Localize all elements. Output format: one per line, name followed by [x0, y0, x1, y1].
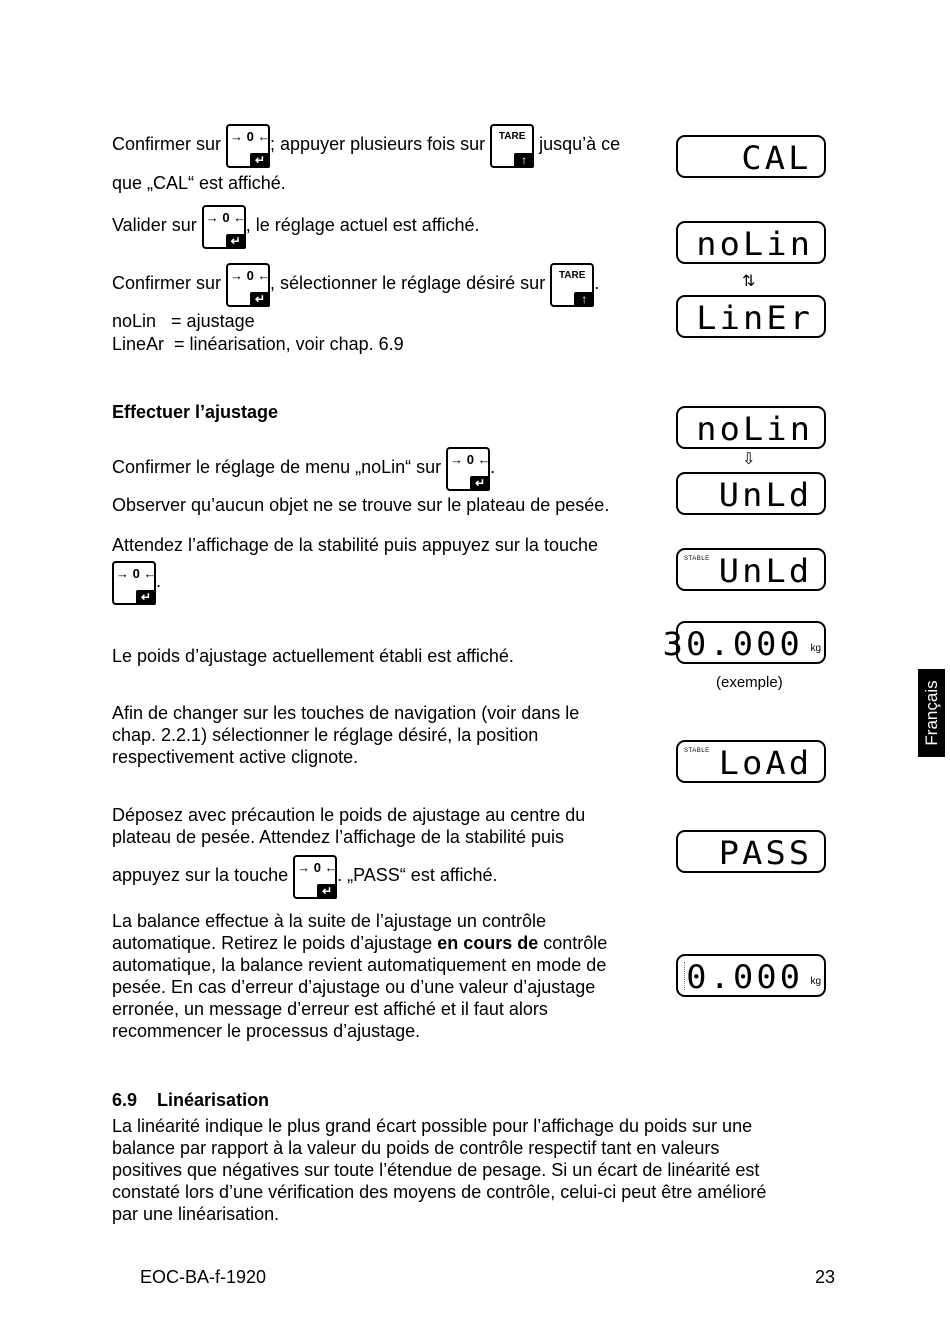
step-current-weight: Le poids d’ajustage actuellement établi est affiché. [112, 646, 514, 666]
enter-arrow-icon: ↵ [250, 292, 270, 307]
up-arrow-icon: ↑ [514, 153, 534, 168]
display-cal-text: CAL [741, 139, 812, 177]
step-validate-text-b: , le réglage actuel est affiché. [245, 215, 480, 235]
enter-arrow-icon: ↵ [317, 884, 337, 899]
step-confirm-text-a: Confirmer le réglage de menu „noLin“ sur [112, 457, 447, 477]
display-liner-text: LinEr [695, 299, 813, 337]
step-navigation-line3: respectivement active clignote. [112, 747, 359, 767]
section-number: 6.9 [112, 1090, 138, 1110]
section-title: Linéarisation [157, 1090, 270, 1110]
step-cal-text-b: ; appuyer plusieurs fois sur [270, 134, 491, 154]
step-control-bold: en cours de [437, 933, 539, 953]
down-arrow-icon: ⇩ [742, 451, 756, 468]
step-control-line2 [112, 932, 607, 954]
toggle-arrows-icon: ⇅ [742, 273, 756, 290]
step-control-line5: erronée, un message d’erreur est affiché et il faut alors [112, 999, 548, 1019]
up-arrow-icon: ↑ [574, 292, 594, 307]
zero-key-icon [202, 205, 246, 249]
display-zero-text: 0.000 [685, 958, 803, 996]
section-paragraph-line1: La linéarité indique le plus grand écart possible pour l’affichage du poids sur une [112, 1116, 753, 1136]
step-control-text-c: contrôle [538, 933, 608, 953]
step-select-text-b: , sélectionner le réglage désiré sur [270, 273, 551, 293]
option-linear: LineAr = linéarisation, voir chap. 6.9 [112, 334, 404, 354]
display-zero-unit: kg [810, 976, 821, 987]
step-cal-text-a: Confirmer sur [112, 134, 227, 154]
step-select-line1 [112, 259, 599, 307]
enter-arrow-icon: ↵ [470, 476, 490, 491]
display-weight [663, 621, 826, 664]
display-unld-text: UnLd [718, 476, 813, 514]
stable-indicator: STABLE [684, 748, 710, 754]
display-pass-text: PASS [718, 834, 813, 872]
enter-arrow-icon: ↵ [250, 153, 270, 168]
step-stability-dot: . [156, 571, 162, 591]
display-nolin-2-text: noLin [695, 410, 813, 448]
zero-key-icon [446, 447, 490, 491]
section-paragraph-line5: par une linéarisation. [112, 1204, 280, 1224]
step-control-text-a: automatique. Retirez le poids d’ajustage [112, 933, 438, 953]
section-paragraph-line4: constaté lors d’une vérification des moyens de contrôle, celui-ci peut être amélioré [112, 1182, 767, 1202]
step-stability-line2 [112, 557, 161, 605]
section-heading [112, 1089, 269, 1111]
display-nolin-2 [676, 406, 826, 449]
step-confirm-nolin-line2: Observer qu’aucun objet ne se trouve sur le plateau de pesée. [112, 495, 610, 515]
step-place-text-a: appuyez sur la touche [112, 865, 294, 885]
step-stability-line1: Attendez l’affichage de la stabilité puis appuyez sur la touche [112, 535, 598, 555]
step-control-line3: automatique, la balance revient automatiquement en mode de [112, 955, 607, 975]
step-select-text-a: Confirmer sur [112, 273, 227, 293]
language-tab [918, 669, 945, 757]
zero-key-icon [226, 124, 270, 168]
section-paragraph-line2: balance par rapport à la valeur du poids de contrôle respectif tant en valeurs [112, 1138, 720, 1158]
display-load [676, 740, 826, 783]
step-navigation-line1: Afin de changer sur les touches de navigation (voir dans le [112, 703, 580, 723]
option-nolin: noLin = ajustage [112, 311, 255, 331]
step-confirm-text-b: . [490, 457, 496, 477]
tare-label: TARE [498, 131, 526, 142]
language-tab-label: Français [921, 680, 941, 746]
display-pass [676, 830, 826, 873]
step-place-weight-line2: plateau de pesée. Attendez l’affichage de la stabilité puis [112, 827, 564, 847]
display-load-text: LoAd [718, 744, 813, 782]
heading-ajustage: Effectuer l’ajustage [112, 402, 279, 422]
display-nolin [676, 221, 826, 264]
step-control-line4: pesée. En cas d’erreur d’ajustage ou d’une valeur d’ajustage [112, 977, 596, 997]
step-control-line6: recommencer le processus d’ajustage. [112, 1021, 421, 1041]
step-place-weight-line1: Déposez avec précaution le poids de ajustage au centre du [112, 805, 586, 825]
step-control-line1: La balance effectue à la suite de l’ajustage un contrôle [112, 911, 546, 931]
footer-page-number: 23 [815, 1267, 836, 1287]
step-select-text-c: . [594, 273, 600, 293]
display-weight-unit: kg [810, 643, 821, 654]
enter-arrow-icon: ↵ [226, 234, 246, 249]
zero-symbol: → 0 ← [450, 452, 491, 467]
step-validate-line [112, 201, 480, 249]
footer-doc-id: EOC-BA-f-1920 [140, 1267, 267, 1287]
zero-key-icon [293, 855, 337, 899]
zero-key-icon [226, 263, 270, 307]
tare-label: TARE [558, 270, 586, 281]
display-unld [676, 472, 826, 515]
tare-key-icon [490, 124, 534, 168]
display-weight-text: 30.000 [663, 625, 804, 663]
display-zero [676, 954, 826, 997]
step-place-weight-line3 [112, 851, 498, 899]
stable-indicator: STABLE [684, 556, 710, 562]
zero-symbol: → 0 ← [297, 860, 338, 875]
step-place-text-b: . „PASS“ est affiché. [337, 865, 498, 885]
display-unld-stable-text: UnLd [718, 552, 813, 590]
zero-symbol: → 0 ← [230, 268, 271, 283]
display-cal [676, 135, 826, 178]
tare-key-icon [550, 263, 594, 307]
example-caption: (exemple) [716, 674, 783, 691]
step-cal-line2: que „CAL“ est affiché. [112, 173, 286, 193]
step-navigation-line2: chap. 2.2.1) sélectionner le réglage désiré, la position [112, 725, 539, 745]
display-liner [676, 295, 826, 338]
enter-arrow-icon: ↵ [136, 590, 156, 605]
zero-key-icon [112, 561, 156, 605]
zero-symbol: → 0 ← [205, 210, 247, 225]
zero-symbol: → 0 ← [116, 566, 157, 581]
display-nolin-text: noLin [695, 225, 813, 263]
zero-symbol: → 0 ← [230, 129, 271, 144]
step-confirm-nolin-line1 [112, 443, 495, 491]
step-cal-line1 [112, 120, 620, 168]
step-cal-text-c: jusqu’à ce [534, 134, 621, 154]
step-validate-text-a: Valider sur [112, 215, 202, 235]
display-unld-stable [676, 548, 826, 591]
section-paragraph-line3: positives que négatives sur toute l’étendue de pesage. Si un écart de linéarité est [112, 1160, 760, 1180]
